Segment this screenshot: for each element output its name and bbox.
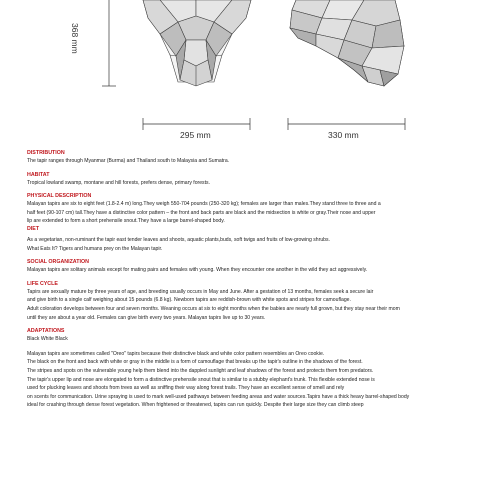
section-social-organization: [27, 259, 493, 275]
section-line: until they are about a year old. Females can give birth every two years. Malayan tapirs live up to 30 years.: [27, 314, 266, 321]
section-line: The stripes and spots on the vulnerable young help them blend into the dappled sunlight and leaf shadows of the forest and protects them from predators.: [27, 367, 374, 374]
front-width-label: 295 mm: [180, 130, 211, 140]
tapir-fact-sheet: [27, 150, 493, 410]
section-line: and give birth to a single calf weighing about 15 pounds (6.8 kg). Newborn tapirs are reddish-brown with white spots and stripes for camouflage.: [27, 297, 351, 304]
section-line: Malayan tapirs are solitary animals except for mating pairs and females with young. When they encounter one another in the wild they act aggressively.: [27, 267, 368, 274]
section-life-cycle: [27, 281, 493, 322]
side-view-model: [290, 0, 404, 86]
section-line: As a vegetarian, non-ruminant the tapir east tender leaves and shoots, aquatic plants,buds, soft twigs and fruits of low-growing shrubs.: [27, 236, 330, 243]
height-dimension: [102, 0, 116, 86]
section-line: Tropical lowland swamp, montane and hill forests, prefers dense, primary forests.: [27, 179, 210, 186]
height-dimension-label: 368 mm: [70, 23, 80, 54]
side-width-label: 330 mm: [328, 130, 359, 140]
section-line: used for plucking leaves and shoots from trees as well as sniffing their way along forest trails. They have an excellent sense of smell and rely: [27, 385, 345, 392]
section-adaptations: [27, 328, 493, 410]
section-line: Malayan tapirs are sometimes called "Oreo" tapirs because their distinctive black and white color pattern resembles an Oreo cookie.: [27, 350, 325, 357]
section-distribution: [27, 150, 493, 166]
section-line: Tapirs are sexually mature by three years of age, and breeding usually occurs in May and June. After a gestation of 13 months, females seek a secure lair: [27, 288, 374, 295]
section-line: on scents for communication. Urine spraying is used to mark well-used pathways between feeding areas and water sources.Tapirs have a thick heavy barrel-shaped body: [27, 393, 410, 400]
section-title: ADAPTATIONS: [27, 328, 65, 335]
section-line: Malayan tapirs are six to eight feet (1.8-2.4 m) long.They weigh 550-704 pounds (250-320 kg); females are larger than males.They stand three to three and a: [27, 201, 381, 208]
section-line: The tapir's upper lip and nose are elongated to form a distinctive prehensile snout that is similar to a stubby elephant's trunk. This flexible extended nose is: [27, 376, 375, 383]
section-habitat: [27, 172, 493, 188]
section-line: half feet (90-107 cm) tall.They have a distinctive color pattern – the front and back parts are black and the midsection is white or gray.Their nose and upper: [27, 209, 376, 216]
section-title: DISTRIBUTION: [27, 150, 65, 156]
front-width-dimension: [143, 118, 250, 130]
section-diet: [27, 226, 493, 253]
section-line: Adult coloration develops between four and seven months. Weaning occurs at six to eight months when the babies are nearly full grown, but they stay near their mom: [27, 305, 400, 312]
section-line: The black on the front and back with white or gray in the middle is a form of camouflage that breaks up the tapir's outline in the shadows of the forest.: [27, 359, 363, 366]
section-title: HABITAT: [27, 171, 50, 178]
side-width-dimension: [288, 118, 405, 130]
section-physical-description: [27, 193, 493, 226]
section-line: The tapir ranges through Myanmar (Burma) and Thailand south to Malaysia and Sumatra.: [27, 158, 230, 164]
section-subtitle: Black White Black: [27, 336, 68, 343]
model-figures: [0, 0, 500, 150]
section-line: What Eats It? Tigers and humans prey on the Malayan tapir.: [27, 245, 163, 252]
section-title: DIET: [27, 225, 40, 232]
section-title: PHYSICAL DESCRIPTION: [27, 193, 92, 200]
section-line: ideal for crashing through dense forest vegetation. When frightened or threatened, tapirs can run quickly. Despite their large size they can climb steep: [27, 402, 364, 409]
section-title: LIFE CYCLE: [27, 280, 58, 287]
section-title: SOCIAL ORGANIZATION: [27, 259, 89, 266]
front-view-model: [143, 0, 251, 86]
section-line: lip are extended to form a short prehensile snout.They have a large barrel-shaped body.: [27, 218, 225, 225]
